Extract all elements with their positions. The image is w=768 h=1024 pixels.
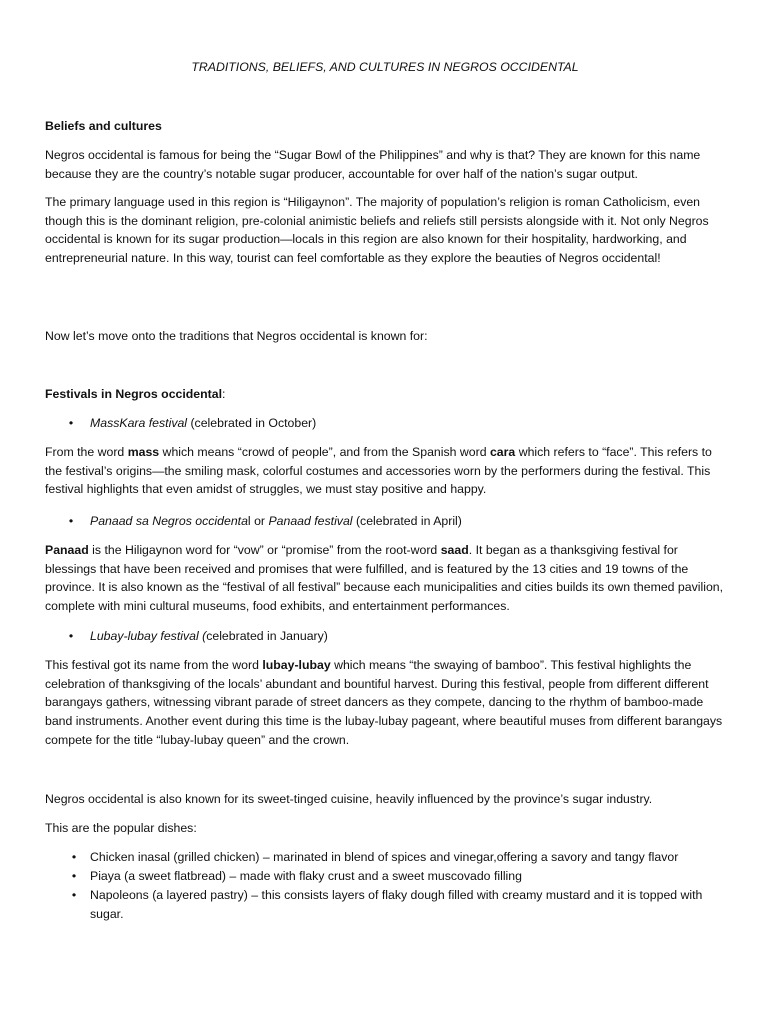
masskara-text-2: which means “crowd of people”, and from the Spanish word — [159, 445, 490, 459]
page-title: TRADITIONS, BELIEFS, AND CULTURES IN NEGROS OCCIDENTAL — [191, 60, 579, 74]
panaad-when: (celebrated in April) — [352, 514, 462, 528]
transition-paragraph: Now let’s move onto the traditions that Negros occidental is known for: — [45, 329, 428, 343]
cuisine-lead: This are the popular dishes: — [45, 821, 197, 835]
panaad-text-2: . It began as a thanksgiving festival for blessings that have been received and promises that were fulfilled, and is featured by the 13 cities and 19 towns of the province. It is also known as the “festival of all festival” because each municipalities and cities builds its own themed pavilion, complete with mini cultural museums, food exhibits, and entertainment performances. — [45, 543, 724, 614]
masskara-name: MassKara festival — [90, 416, 188, 430]
masskara-when: (celebrated in October) — [187, 416, 317, 430]
masskara-bold-2: cara — [489, 445, 516, 459]
lubay-when: celebrated in January) — [206, 629, 328, 643]
masskara-text-3: which refers to “face”. This refers to the festival’s origins—the smiling mask, colorful costumes and accessories worn by the performers during the festival. This festival highlights that even amidst of struggles, we must stay positive and happy. — [45, 445, 712, 497]
panaad-name-1b: l — [247, 514, 251, 528]
dish-napoleons: Napoleons (a layered pastry) – this consists layers of flaky dough filled with creamy mustard and it is topped with sugar. — [90, 888, 703, 921]
masskara-bold-1: mass — [127, 445, 160, 459]
dish-piaya: Piaya (a sweet flatbread) – made with flaky crust and a sweet muscovado filling — [90, 869, 522, 883]
bullet-icon: • — [68, 416, 74, 430]
lubay-name: Lubay-lubay festival ( — [90, 629, 207, 643]
festivals-heading-colon: : — [222, 387, 226, 401]
bullet-icon: • — [71, 850, 77, 864]
lubay-bold-1: lubay-lubay — [262, 658, 331, 672]
panaad-bold-1: Panaad — [45, 543, 89, 557]
cuisine-intro: Negros occidental is also known for its sweet-tinged cuisine, heavily influenced by the province’s sugar industry. — [45, 792, 653, 806]
bullet-icon: • — [68, 514, 74, 528]
festivals-heading — [45, 385, 730, 404]
masskara-paragraph — [45, 443, 730, 499]
bullet-icon: • — [68, 629, 74, 643]
panaad-name-2: Panaad festival — [268, 514, 353, 528]
dish-chicken-inasal: Chicken inasal (grilled chicken) – marinated in blend of spices and vinegar,offering a savory and tangy flavor — [90, 850, 679, 864]
panaad-paragraph — [45, 541, 730, 616]
beliefs-paragraph-1: Negros occidental is famous for being the “Sugar Bowl of the Philippines” and why is that? They are known for this name because they are the country’s notable sugar producer, accountable for over half of the nation’s sugar output. — [45, 148, 701, 181]
panaad-or: or — [250, 514, 269, 528]
beliefs-paragraph-2: The primary language used in this region is “Hiligaynon”. The majority of population’s religion is roman Catholicism, even though this is the dominant religion, pre-colonial animistic beliefs and reliefs still persists alongside with it. Not only Negros occidental is known for its sugar production—locals in this region are also known for their hospitality, hardworking, and entrepreneurial nature. In this way, tourist can feel comfortable as they explore the beauties of Negros occidental! — [45, 195, 709, 266]
panaad-bold-2: saad — [440, 543, 469, 557]
lubay-text-1: This festival got its name from the word — [45, 658, 263, 672]
beliefs-heading: Beliefs and cultures — [45, 119, 162, 133]
panaad-name-1: Panaad sa Negros occidenta — [90, 514, 248, 528]
lubay-text-2: which means “the swaying of bamboo”. This festival highlights the celebration of thanksgiving of the locals’ abundant and bountiful harvest. During this festival, people from different different barangays gathers, witnessing vibrant parade of street dancers as they compete, dancing to the rhythm of bamboo-made band instruments. Another event during this time is the lubay-lubay pageant, where beautiful muses from different barangays compete for the title “lubay-lubay queen” and the crown. — [45, 658, 723, 747]
lubay-paragraph — [45, 656, 730, 750]
masskara-text-1: From the word — [45, 445, 128, 459]
bullet-icon: • — [71, 869, 77, 883]
bullet-icon: • — [71, 888, 77, 902]
panaad-text-1: is the Hiligaynon word for “vow” or “promise” from the root-word — [88, 543, 441, 557]
festivals-heading-text: Festivals in Negros occidental — [45, 387, 222, 401]
